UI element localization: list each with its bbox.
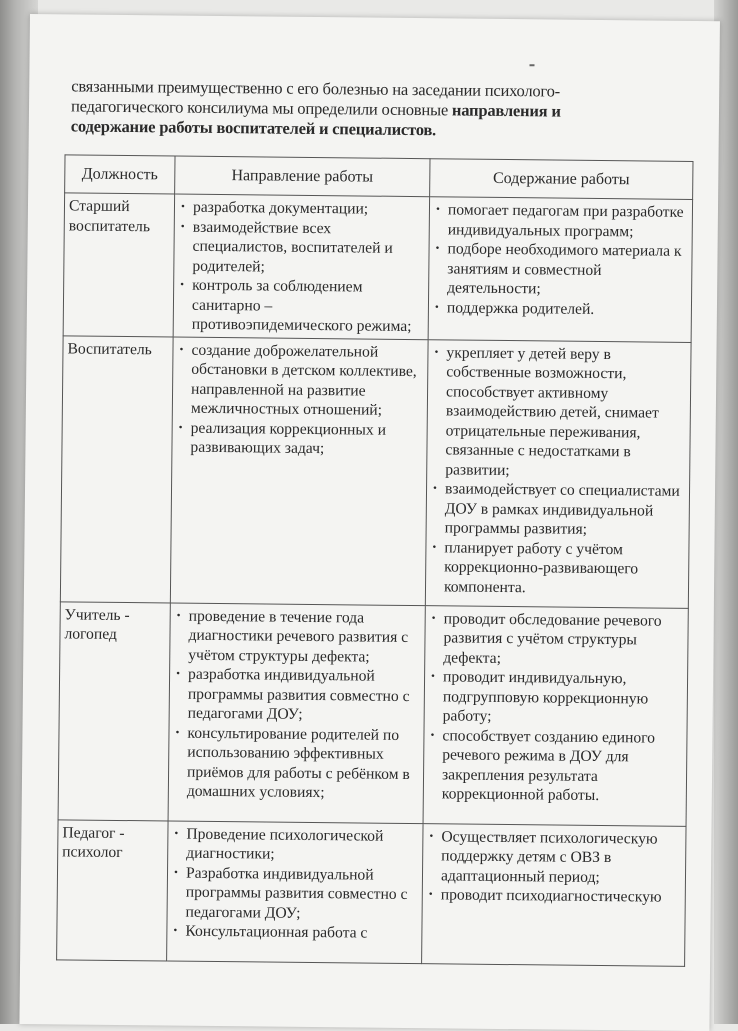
- list-item-text: Осуществляет психологическую поддержку детям с ОВЗ в адаптационный период;: [440, 827, 658, 886]
- table-row: [58, 601, 688, 826]
- intro-line-2: педагогического консилиума мы определили основные направления и: [70, 96, 561, 121]
- bullet-icon: •: [174, 827, 179, 840]
- table-header-row: [65, 155, 693, 200]
- direction-list: [178, 198, 425, 337]
- list-item: [171, 922, 417, 944]
- position-cell: [57, 819, 168, 960]
- content-list: [430, 343, 687, 599]
- direction-list: [176, 340, 423, 460]
- content-list: [427, 827, 682, 908]
- list-item-text: взаимодействует со специалистами ДОУ в рамках индивидуальной программы развития;: [444, 480, 680, 538]
- list-item-text: Разработка индивидуальной программы развития совместно с педагогами ДОУ;: [185, 864, 408, 922]
- list-item: [428, 726, 683, 807]
- bullet-icon: •: [176, 609, 181, 622]
- list-item-text: реализация коррекционных и развивающих задач;: [190, 419, 387, 458]
- list-item: [174, 606, 421, 667]
- bullet-icon: •: [431, 670, 436, 683]
- bullet-icon: •: [431, 611, 436, 624]
- direction-cell: [168, 603, 425, 824]
- intro-paragraph: [71, 76, 632, 142]
- list-item-text: укрепляет у детей веру в собственные возможности, способствует активному взаимодействию детей, снимает отрицательные переживания, связанные с недостатками в развитии;: [445, 343, 659, 479]
- list-item-text: поддержка родителей.: [446, 298, 595, 318]
- list-item-text: разработка документации;: [192, 198, 369, 218]
- header-position: Должность: [65, 155, 175, 194]
- content-list: [428, 609, 684, 807]
- header-direction: Направление работы: [175, 156, 430, 197]
- bullet-icon: •: [173, 866, 178, 879]
- list-item: [429, 667, 684, 728]
- position-cell: [63, 193, 174, 337]
- list-item: [174, 665, 421, 726]
- bullet-icon: •: [434, 300, 439, 313]
- position-label: Старший: [68, 197, 130, 216]
- list-item-text: проводит психодиагностическую: [440, 886, 662, 906]
- list-item-text: создание доброжелательной обстановки в детском коллективе, направленной на развитие межличностных отношений;: [190, 341, 417, 419]
- roles-table: [56, 154, 693, 966]
- direction-cell: [170, 337, 428, 606]
- position-label: воспитатель: [68, 216, 151, 235]
- list-item-text: проведение в течение года диагностики речевого развития с учётом структуры дефекта;: [188, 607, 409, 666]
- bullet-icon: •: [179, 343, 184, 356]
- list-item: [172, 863, 419, 924]
- position-label: Учитель -: [64, 605, 130, 624]
- list-item: [431, 343, 686, 482]
- list-item: [429, 609, 684, 670]
- list-item-text: помогает педагогам при разработке индивидуальных программ;: [447, 201, 684, 240]
- scan-mark: [529, 64, 534, 66]
- bullet-icon: •: [432, 540, 437, 553]
- list-item: [434, 200, 688, 242]
- list-item-text: проводит обследование речевого развития с учётом структуры дефекта;: [443, 609, 662, 667]
- list-item-text: подборе необходимого материала к занятиям и совместной деятельности;: [447, 240, 682, 298]
- position-label: Воспитатель: [67, 339, 152, 358]
- direction-list: [173, 606, 421, 804]
- list-item-text: разработка индивидуальной программы развития совместно с педагогами ДОУ;: [187, 665, 410, 723]
- list-item-text: Проведение психологической диагностики;: [186, 825, 384, 863]
- content-cell: [422, 823, 686, 966]
- list-item: [179, 198, 425, 220]
- document-page: [19, 14, 720, 1031]
- bullet-icon: •: [180, 200, 185, 213]
- list-item: [178, 276, 425, 337]
- list-item: [427, 885, 681, 907]
- intro-line-1: связанными преимущественно с его болезнью на заседании психолого-: [71, 76, 561, 101]
- list-item: [433, 239, 688, 300]
- content-cell: [428, 197, 692, 342]
- table-body: [57, 193, 693, 966]
- content-cell: [423, 605, 688, 826]
- bullet-icon: •: [176, 667, 181, 680]
- direction-list: [171, 824, 418, 944]
- content-list: [433, 200, 688, 320]
- bullet-icon: •: [180, 278, 185, 291]
- bullet-icon: •: [435, 242, 440, 255]
- table-row: [60, 335, 691, 608]
- list-item: [427, 827, 682, 888]
- list-item-text: способствует созданию единого речевого режима в ДОУ для закрепления результата коррекционной работы.: [441, 726, 656, 805]
- bullet-icon: •: [434, 345, 439, 358]
- position-cell: [60, 335, 173, 602]
- bullet-icon: •: [180, 220, 185, 233]
- position-label: психолог: [62, 843, 123, 862]
- bullet-icon: •: [173, 924, 178, 937]
- bullet-icon: •: [178, 421, 183, 434]
- position-label: Педагог -: [62, 823, 125, 842]
- intro-bold-part-2: содержание работы воспитателей и специалистов.: [70, 116, 437, 140]
- list-item: [178, 217, 425, 278]
- position-label: логопед: [64, 625, 117, 643]
- list-item: [430, 538, 685, 599]
- table-row: [63, 193, 692, 342]
- bullet-icon: •: [435, 203, 440, 216]
- list-item: [433, 298, 687, 320]
- list-item-text: взаимодействие всех специалистов, воспитателей и родителей;: [192, 218, 393, 275]
- list-item: [177, 340, 424, 421]
- intro-bold-part-1: направления и: [451, 100, 561, 121]
- list-item: [172, 824, 418, 866]
- bullet-icon: •: [428, 888, 433, 901]
- list-item-text: Консультационная работа с: [185, 922, 368, 942]
- position-cell: [58, 601, 170, 820]
- bullet-icon: •: [432, 482, 437, 495]
- list-item: [176, 418, 422, 460]
- list-item-text: планирует работу с учётом коррекционно-развивающего компонента.: [443, 538, 639, 596]
- bullet-icon: •: [175, 726, 180, 739]
- list-item-text: проводит индивидуальную, подгрупповую коррекционную работу;: [442, 668, 649, 725]
- header-content: Содержание работы: [430, 159, 693, 200]
- content-cell: [425, 339, 691, 608]
- bullet-icon: •: [429, 829, 434, 842]
- direction-cell: [167, 820, 423, 963]
- list-item-text: контроль за соблюдением санитарно – противоэпидемического режима;: [191, 276, 412, 336]
- table-row: [57, 819, 686, 966]
- list-item-text: консультирование родителей по использованию эффективных приёмов для работы с ребёнком в домашних условиях;: [186, 724, 410, 802]
- direction-cell: [173, 194, 429, 339]
- bullet-icon: •: [430, 728, 435, 741]
- list-item: [431, 479, 686, 540]
- list-item: [173, 723, 420, 804]
